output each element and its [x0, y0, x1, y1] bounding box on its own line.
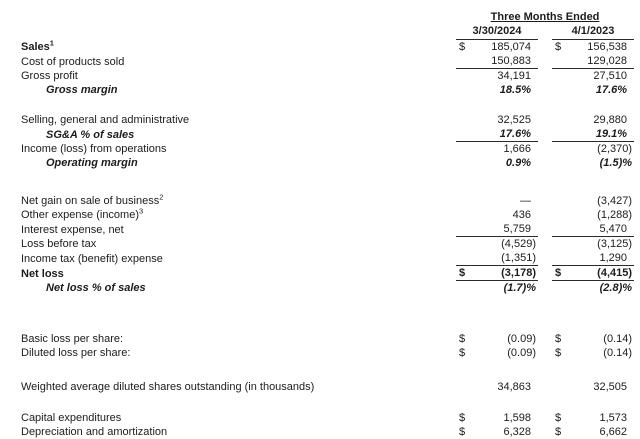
value-cell-2023	[552, 425, 634, 439]
table-row	[21, 40, 634, 54]
table-row	[21, 54, 634, 69]
column-gap	[538, 24, 552, 40]
value: 17.6%	[499, 128, 531, 140]
column-gap	[538, 54, 552, 69]
value-cell-2024	[456, 425, 538, 439]
column-gap	[538, 69, 552, 83]
value-cell-2023	[552, 113, 634, 127]
row-label-text: Gross profit	[21, 70, 78, 82]
value-cell-2023	[552, 156, 634, 170]
period-group-text: Three Months Ended	[490, 11, 600, 23]
row-label	[21, 380, 456, 394]
value-cell-2024	[456, 83, 538, 97]
value: 34,863	[497, 381, 531, 393]
table-header	[21, 10, 634, 40]
value: (3,125)	[597, 238, 633, 250]
spacer-row	[21, 394, 634, 411]
column-gap	[538, 425, 552, 439]
column-gap	[538, 113, 552, 127]
column-gap	[538, 194, 552, 208]
dollar-sign: $	[555, 347, 562, 359]
period-group-label	[456, 10, 634, 24]
value: 1,666	[503, 143, 531, 155]
row-label	[21, 113, 456, 127]
table-row	[21, 266, 634, 281]
table-row	[21, 83, 634, 97]
value: (4,529)	[501, 238, 536, 250]
dollar-sign: $	[459, 333, 466, 345]
value: 6,662	[599, 426, 628, 438]
row-label	[21, 127, 456, 142]
value: 17.6%	[595, 84, 628, 96]
dollar-sign: $	[459, 347, 466, 359]
footnote-marker: 3	[139, 206, 144, 216]
header-spacer-cell	[21, 24, 456, 40]
value-cell-2023	[552, 142, 634, 156]
row-label-text: Other expense (income)	[21, 209, 139, 221]
row-label	[21, 40, 456, 54]
row-label-text: Weighted average diluted shares outstanding (in thousands)	[21, 381, 315, 393]
spacer-cell	[21, 360, 634, 380]
value: 32,505	[593, 381, 628, 393]
spacer-cell	[21, 394, 634, 411]
spacer-row	[21, 170, 634, 194]
value-cell-2023	[552, 346, 634, 360]
dollar-sign: $	[459, 41, 466, 53]
value-cell-2023	[552, 222, 634, 237]
column-gap	[538, 127, 552, 142]
value: 29,880	[593, 114, 628, 126]
value: (0.09)	[507, 347, 536, 359]
column-gap	[538, 83, 552, 97]
value: (1.5)%	[599, 157, 633, 169]
fin-table-body	[21, 40, 634, 439]
table-row	[21, 156, 634, 170]
row-label-text: Net loss	[21, 268, 64, 280]
value: 185,074	[491, 41, 531, 53]
row-label	[21, 69, 456, 83]
row-label-text: Sales	[21, 41, 50, 53]
dollar-sign: $	[555, 267, 562, 279]
row-label-text: Selling, general and administrative	[21, 114, 190, 126]
value: 1,598	[503, 412, 531, 424]
column-gap	[538, 380, 552, 394]
value-cell-2023	[552, 127, 634, 142]
row-label-text: Net loss % of sales	[46, 282, 146, 294]
value-cell-2023	[552, 237, 634, 251]
row-label-text: SG&A % of sales	[46, 129, 135, 141]
table-row	[21, 281, 634, 295]
dollar-sign: $	[555, 426, 562, 438]
value-cell-2024	[456, 332, 538, 346]
row-label-text: Gross margin	[46, 84, 118, 96]
value: (0.14)	[603, 333, 633, 345]
dollar-sign: $	[459, 412, 466, 424]
column-gap	[538, 222, 552, 237]
value: 436	[512, 209, 531, 221]
table-row	[21, 380, 634, 394]
table-row	[21, 411, 634, 425]
income-statement-table	[21, 10, 634, 439]
table-row	[21, 127, 634, 142]
value: (1,351)	[501, 252, 536, 264]
table-row	[21, 222, 634, 237]
value: 150,883	[491, 55, 531, 67]
value: (3,178)	[501, 267, 536, 279]
value-cell-2024	[456, 237, 538, 251]
value: 129,028	[587, 55, 628, 67]
row-label-text: Basic loss per share:	[21, 333, 124, 345]
value: 34,191	[497, 70, 531, 82]
spacer-cell	[21, 97, 634, 113]
row-label-text: Cost of products sold	[21, 56, 125, 68]
row-label	[21, 281, 456, 295]
spacer-cell	[21, 170, 634, 194]
dollar-sign: $	[459, 267, 466, 279]
value-cell-2023	[552, 380, 634, 394]
table-row	[21, 346, 634, 360]
value-cell-2024	[456, 411, 538, 425]
row-label	[21, 332, 456, 346]
row-label	[21, 222, 456, 237]
value: (1.7)%	[503, 282, 536, 294]
dollar-sign: $	[555, 333, 562, 345]
value-cell-2023	[552, 83, 634, 97]
table-row	[21, 194, 634, 208]
spacer-row	[21, 97, 634, 113]
value-cell-2024	[456, 281, 538, 295]
value-cell-2024	[456, 208, 538, 222]
row-label-text: Depreciation and amortization	[21, 426, 168, 438]
value-cell-2024	[456, 142, 538, 156]
row-label	[21, 142, 456, 156]
dollar-sign: $	[555, 412, 562, 424]
spacer-row	[21, 295, 634, 332]
spacer-row	[21, 360, 634, 380]
header-spacer-cell	[21, 10, 456, 24]
period-group-row	[21, 10, 634, 24]
row-label-text: Capital expenditures	[21, 412, 122, 424]
column-gap	[538, 156, 552, 170]
value-cell-2023	[552, 411, 634, 425]
value-cell-2023	[552, 194, 634, 208]
value: (2,370)	[597, 143, 633, 155]
table-row	[21, 251, 634, 266]
value: 6,328	[503, 426, 531, 438]
value: 18.5%	[499, 84, 531, 96]
value: (0.14)	[603, 347, 633, 359]
row-label	[21, 251, 456, 266]
value-cell-2024	[456, 54, 538, 69]
column-header-2024: 3/30/2024	[456, 24, 538, 40]
column-header-2023: 4/1/2023	[552, 24, 634, 40]
value: 5,759	[503, 223, 531, 235]
value: (3,427)	[597, 195, 633, 207]
column-gap	[538, 142, 552, 156]
value-cell-2023	[552, 54, 634, 69]
column-gap	[538, 40, 552, 54]
value: 156,538	[587, 41, 628, 53]
row-label-text: Net gain on sale of business	[21, 195, 160, 207]
value-cell-2023	[552, 208, 634, 222]
table-row	[21, 113, 634, 127]
value: (1,288)	[597, 209, 633, 221]
row-label	[21, 208, 456, 222]
column-gap	[538, 411, 552, 425]
row-label	[21, 54, 456, 69]
value-cell-2023	[552, 332, 634, 346]
spacer-cell	[21, 295, 634, 332]
row-label-text: Diluted loss per share:	[21, 347, 131, 359]
value: 0.9%	[505, 157, 531, 169]
value-cell-2024	[456, 380, 538, 394]
value: (4,415)	[597, 267, 633, 279]
row-label	[21, 156, 456, 170]
dollar-sign: $	[555, 41, 562, 53]
row-label	[21, 411, 456, 425]
value-cell-2024	[456, 266, 538, 281]
column-dates-row	[21, 24, 634, 40]
row-label-text: Loss before tax	[21, 238, 97, 250]
row-label-text: Operating margin	[46, 157, 138, 169]
table-row	[21, 69, 634, 83]
dollar-sign: $	[459, 426, 466, 438]
row-label	[21, 425, 456, 439]
value-cell-2024	[456, 127, 538, 142]
value: (0.09)	[507, 333, 536, 345]
value: 5,470	[599, 223, 628, 235]
value-cell-2024	[456, 346, 538, 360]
row-label-text: Income tax (benefit) expense	[21, 253, 163, 265]
value: 1,290	[599, 252, 628, 264]
value-cell-2024	[456, 156, 538, 170]
value-cell-2024	[456, 40, 538, 54]
row-label-text: Income (loss) from operations	[21, 143, 167, 155]
value: 32,525	[497, 114, 531, 126]
value: 19.1%	[595, 128, 628, 140]
footnote-marker: 1	[49, 38, 54, 48]
value: 27,510	[593, 70, 628, 82]
value-cell-2024	[456, 113, 538, 127]
row-label	[21, 237, 456, 251]
value-cell-2023	[552, 266, 634, 281]
table-row	[21, 142, 634, 156]
row-label-text: Interest expense, net	[21, 224, 124, 236]
table-row	[21, 208, 634, 222]
value-cell-2024	[456, 222, 538, 237]
table-row	[21, 237, 634, 251]
table-row	[21, 332, 634, 346]
row-label	[21, 194, 456, 208]
value-cell-2024	[456, 251, 538, 266]
value-cell-2024	[456, 69, 538, 83]
value-cell-2023	[552, 40, 634, 54]
value-cell-2024	[456, 194, 538, 208]
row-label	[21, 83, 456, 97]
value-cell-2023	[552, 281, 634, 295]
column-gap	[538, 208, 552, 222]
value-cell-2023	[552, 251, 634, 266]
value-cell-2023	[552, 69, 634, 83]
value: 1,573	[599, 412, 628, 424]
table-row	[21, 425, 634, 439]
value: (2.8)%	[599, 282, 633, 294]
footnote-marker: 2	[159, 192, 164, 202]
value: —	[520, 195, 531, 207]
row-label	[21, 266, 456, 281]
row-label	[21, 346, 456, 360]
